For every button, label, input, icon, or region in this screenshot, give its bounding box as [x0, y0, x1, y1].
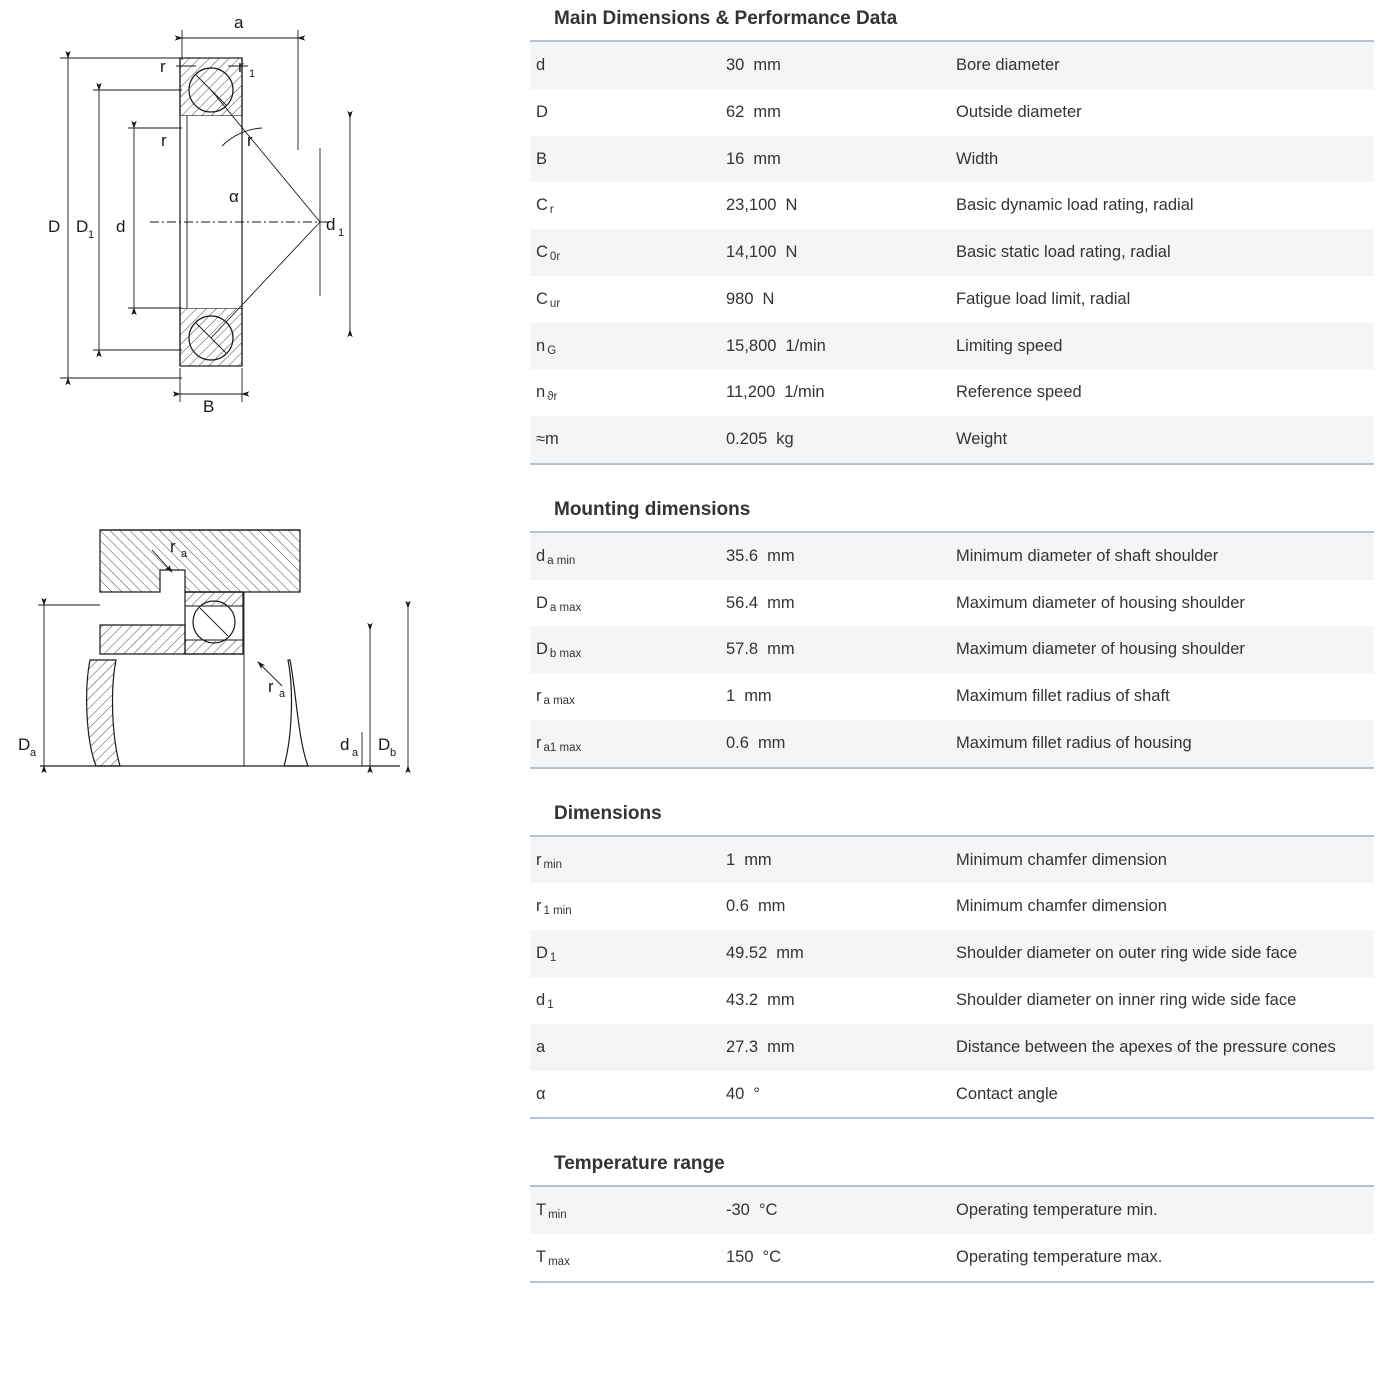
symbol-text: T: [536, 1248, 547, 1267]
row-description: Limiting speed: [956, 336, 1063, 355]
row-value: [720, 720, 950, 768]
row-description: Maximum diameter of housing shoulder: [956, 593, 1245, 612]
symbol-text: d: [536, 991, 546, 1010]
symbol-text: C: [536, 196, 548, 215]
row-symbol: [530, 89, 720, 136]
value-unit: mm: [767, 640, 795, 659]
table-row: [530, 182, 1374, 229]
label-a: a: [234, 13, 244, 32]
row-value: [720, 229, 950, 276]
symbol-text: r: [536, 687, 542, 706]
value-unit: mm: [744, 850, 772, 869]
symbol-text: D: [536, 593, 548, 612]
table-row: [530, 1186, 1374, 1234]
row-value: [720, 182, 950, 229]
symbol-subscript: b max: [549, 648, 582, 661]
symbol-subscript: [546, 1093, 548, 1105]
table-main-dimensions: [530, 40, 1374, 465]
symbol-text: d: [536, 56, 546, 74]
row-description: Fatigue load limit, radial: [956, 289, 1131, 308]
symbol-subscript: ϑr: [547, 391, 558, 404]
row-symbol: [530, 41, 720, 89]
value-text: 57.8: [726, 640, 759, 659]
label-Db-sub: b: [390, 747, 397, 759]
value-text: 43.2: [726, 991, 759, 1010]
value-unit: mm: [767, 546, 795, 565]
value-unit: mm: [776, 944, 804, 963]
value-unit: mm: [744, 687, 772, 706]
value-text: 30: [726, 56, 745, 74]
value-unit: mm: [767, 1037, 795, 1056]
symbol-subscript: a max: [549, 601, 582, 614]
row-value: [720, 883, 950, 930]
label-ra-bottom: r: [268, 677, 274, 696]
symbol-subscript: [559, 438, 561, 450]
row-value: [720, 673, 950, 720]
value-text: 0.6: [726, 733, 749, 752]
cross-section-svg: [0, 0, 420, 450]
row-symbol: [530, 369, 720, 416]
row-symbol: [530, 276, 720, 323]
value-text: 0.205: [726, 430, 768, 449]
table-temperature-range: [530, 1185, 1374, 1283]
row-description: Operating temperature max.: [956, 1248, 1163, 1267]
row-symbol: [530, 883, 720, 930]
row-symbol: [530, 182, 720, 229]
row-description: Width: [956, 149, 999, 168]
row-value: [720, 89, 950, 136]
symbol-subscript: a min: [547, 554, 576, 567]
value-unit: °C: [758, 1201, 778, 1220]
label-da: d: [340, 735, 350, 754]
row-value: [720, 323, 950, 370]
symbol-subscript: ur: [549, 297, 561, 310]
row-value: [720, 532, 950, 580]
row-symbol: [530, 323, 720, 370]
symbol-text: D: [536, 102, 548, 121]
table-row: [530, 836, 1374, 884]
symbol-subscript: [545, 64, 547, 76]
specifications-column: [530, 0, 1392, 1397]
row-description: Maximum fillet radius of shaft: [956, 687, 1170, 706]
row-description: Minimum chamfer dimension: [956, 850, 1167, 869]
table-row: [530, 89, 1374, 136]
row-value: [720, 580, 950, 627]
label-r-mid-left: r: [161, 131, 167, 150]
row-symbol: [530, 229, 720, 276]
table-row: [530, 580, 1374, 627]
row-symbol: [530, 720, 720, 768]
row-description: Distance between the apexes of the pressure cones: [956, 1037, 1336, 1056]
row-symbol: [530, 1071, 720, 1119]
value-unit: 1/min: [784, 383, 825, 402]
row-description: Shoulder diameter on inner ring wide side face: [956, 991, 1297, 1010]
label-ra-top-sub: a: [181, 548, 188, 560]
value-text: 980: [726, 289, 754, 308]
value-text: 49.52: [726, 944, 768, 963]
row-symbol: [530, 136, 720, 183]
symbol-subscript: 1 min: [543, 905, 572, 918]
row-symbol: [530, 836, 720, 884]
table-row: [530, 136, 1374, 183]
row-description: Outside diameter: [956, 102, 1082, 121]
symbol-text: r: [536, 733, 542, 752]
row-description: Maximum diameter of housing shoulder: [956, 640, 1245, 659]
label-r-mid-right: r: [247, 131, 253, 150]
row-symbol: [530, 416, 720, 464]
row-symbol: [530, 977, 720, 1024]
value-unit: N: [762, 289, 775, 308]
label-ra-bottom-sub: a: [279, 688, 286, 700]
label-alpha: α: [229, 187, 239, 206]
row-value: [720, 836, 950, 884]
label-r1: r: [238, 57, 244, 76]
row-value: [720, 1071, 950, 1119]
label-da-sub: a: [352, 747, 359, 759]
symbol-text: D: [536, 944, 548, 963]
symbol-subscript: min: [543, 858, 563, 871]
symbol-text: B: [536, 149, 548, 168]
symbol-text: α: [536, 1084, 546, 1103]
value-text: 16: [726, 149, 745, 168]
value-text: 23,100: [726, 196, 777, 215]
value-text: 1: [726, 850, 736, 869]
label-D: D: [48, 217, 61, 236]
table-row: [530, 720, 1374, 768]
symbol-text: n: [536, 383, 546, 402]
value-unit: °C: [762, 1248, 782, 1267]
row-value: [720, 41, 950, 89]
label-ra-top: r: [170, 537, 176, 556]
value-unit: kg: [776, 430, 794, 449]
symbol-subscript: [548, 111, 550, 123]
mounting-svg: [0, 500, 440, 810]
value-unit: mm: [767, 991, 795, 1010]
symbol-subscript: max: [548, 1256, 570, 1269]
value-text: 40: [726, 1084, 745, 1103]
table-row: [530, 883, 1374, 930]
value-unit: 1/min: [785, 336, 826, 355]
row-value: [720, 136, 950, 183]
value-unit: N: [785, 243, 798, 262]
section-title-dimensions: Dimensions: [554, 802, 662, 824]
label-B: B: [203, 397, 215, 416]
symbol-text: D: [536, 640, 548, 659]
table-row: [530, 673, 1374, 720]
row-value: [720, 977, 950, 1024]
symbol-text: T: [536, 1201, 547, 1220]
symbol-subscript: [547, 158, 549, 170]
symbol-text: d: [536, 546, 546, 565]
table-row: [530, 323, 1374, 370]
table-row: [530, 1234, 1374, 1282]
row-value: [720, 1024, 950, 1071]
value-text: 56.4: [726, 593, 759, 612]
row-description: Minimum diameter of shaft shoulder: [956, 546, 1219, 565]
symbol-subscript: 1: [547, 999, 554, 1012]
table-row: [530, 532, 1374, 580]
value-text: 14,100: [726, 243, 777, 262]
symbol-text: C: [536, 289, 548, 308]
label-D1-sub: 1: [88, 229, 95, 241]
symbol-text: r: [536, 897, 542, 916]
symbol-text: r: [536, 850, 542, 869]
row-value: [720, 1186, 950, 1234]
row-value: [720, 930, 950, 977]
symbol-subscript: min: [548, 1209, 567, 1222]
symbol-subscript: r: [549, 204, 554, 217]
row-description: Operating temperature min.: [956, 1201, 1158, 1220]
symbol-text: a: [536, 1037, 546, 1056]
table-row: [530, 416, 1374, 464]
table-row: [530, 930, 1374, 977]
bearing-cross-section-drawing: [0, 0, 420, 450]
value-text: 11,200: [726, 383, 776, 402]
label-Db: D: [378, 735, 391, 754]
row-symbol: [530, 930, 720, 977]
table-dimensions: [530, 835, 1374, 1120]
label-D1: D: [76, 217, 89, 236]
symbol-subscript: G: [547, 344, 557, 357]
row-symbol: [530, 626, 720, 673]
symbol-subscript: a max: [543, 695, 575, 708]
symbol-subscript: 0r: [549, 251, 561, 264]
symbol-text: n: [536, 336, 546, 355]
section-title-main-dimensions: Main Dimensions & Performance Data: [554, 8, 898, 29]
section-title-temperature-range: Temperature range: [554, 1153, 725, 1175]
value-text: 15,800: [726, 336, 777, 355]
value-text: 150: [726, 1248, 754, 1267]
symbol-text: ≈m: [536, 430, 559, 449]
table-row: [530, 229, 1374, 276]
label-Da-sub: a: [30, 747, 37, 759]
symbol-subscript: a1 max: [543, 741, 582, 754]
table-row: [530, 1071, 1374, 1119]
table-mounting-dimensions: [530, 531, 1374, 769]
value-unit: mm: [757, 897, 786, 916]
label-d: d: [116, 217, 126, 236]
value-text: 1: [726, 687, 736, 706]
row-symbol: [530, 1024, 720, 1071]
value-text: 62: [726, 102, 745, 121]
table-row: [530, 41, 1374, 89]
row-symbol: [530, 1186, 720, 1234]
row-description: Shoulder diameter on outer ring wide side face: [956, 944, 1298, 963]
symbol-subscript: 1: [549, 952, 557, 965]
value-unit: °: [753, 1084, 760, 1103]
symbol-subscript: [545, 1046, 547, 1058]
row-value: [720, 369, 950, 416]
row-value: [720, 416, 950, 464]
row-description: Maximum fillet radius of housing: [956, 733, 1192, 752]
row-symbol: [530, 673, 720, 720]
label-Da: D: [18, 735, 31, 754]
label-r1-sub: 1: [249, 68, 256, 80]
value-unit: mm: [753, 149, 781, 168]
row-value: [720, 276, 950, 323]
row-symbol: [530, 1234, 720, 1282]
row-description: Bore diameter: [956, 56, 1060, 74]
value-text: 0.6: [726, 897, 749, 916]
row-description: Weight: [956, 430, 1008, 449]
value-text: 27.3: [726, 1037, 759, 1056]
row-value: [720, 626, 950, 673]
row-symbol: [530, 580, 720, 627]
row-description: Basic dynamic load rating, radial: [956, 196, 1194, 215]
table-row: [530, 1024, 1374, 1071]
value-unit: mm: [757, 733, 786, 752]
value-unit: mm: [753, 102, 781, 121]
row-value: [720, 1234, 950, 1282]
table-row: [530, 626, 1374, 673]
drawings-column: [0, 0, 530, 1397]
row-symbol: [530, 532, 720, 580]
bearing-mounting-drawing: [0, 500, 440, 810]
table-row: [530, 369, 1374, 416]
value-unit: mm: [753, 56, 781, 74]
value-text: 35.6: [726, 546, 759, 565]
row-description: Minimum chamfer dimension: [956, 897, 1167, 916]
label-d1-sub: 1: [338, 227, 345, 239]
table-row: [530, 977, 1374, 1024]
symbol-text: C: [536, 243, 548, 262]
value-unit: N: [785, 196, 798, 215]
value-unit: mm: [767, 593, 795, 612]
label-r-top-left: r: [160, 57, 166, 76]
label-d1: d: [326, 215, 336, 234]
section-title-mounting-dimensions: Mounting dimensions: [554, 498, 751, 520]
row-description: Contact angle: [956, 1084, 1058, 1103]
row-description: Basic static load rating, radial: [956, 243, 1171, 262]
table-row: [530, 276, 1374, 323]
row-description: Reference speed: [956, 383, 1082, 402]
value-text: -30: [726, 1201, 750, 1220]
